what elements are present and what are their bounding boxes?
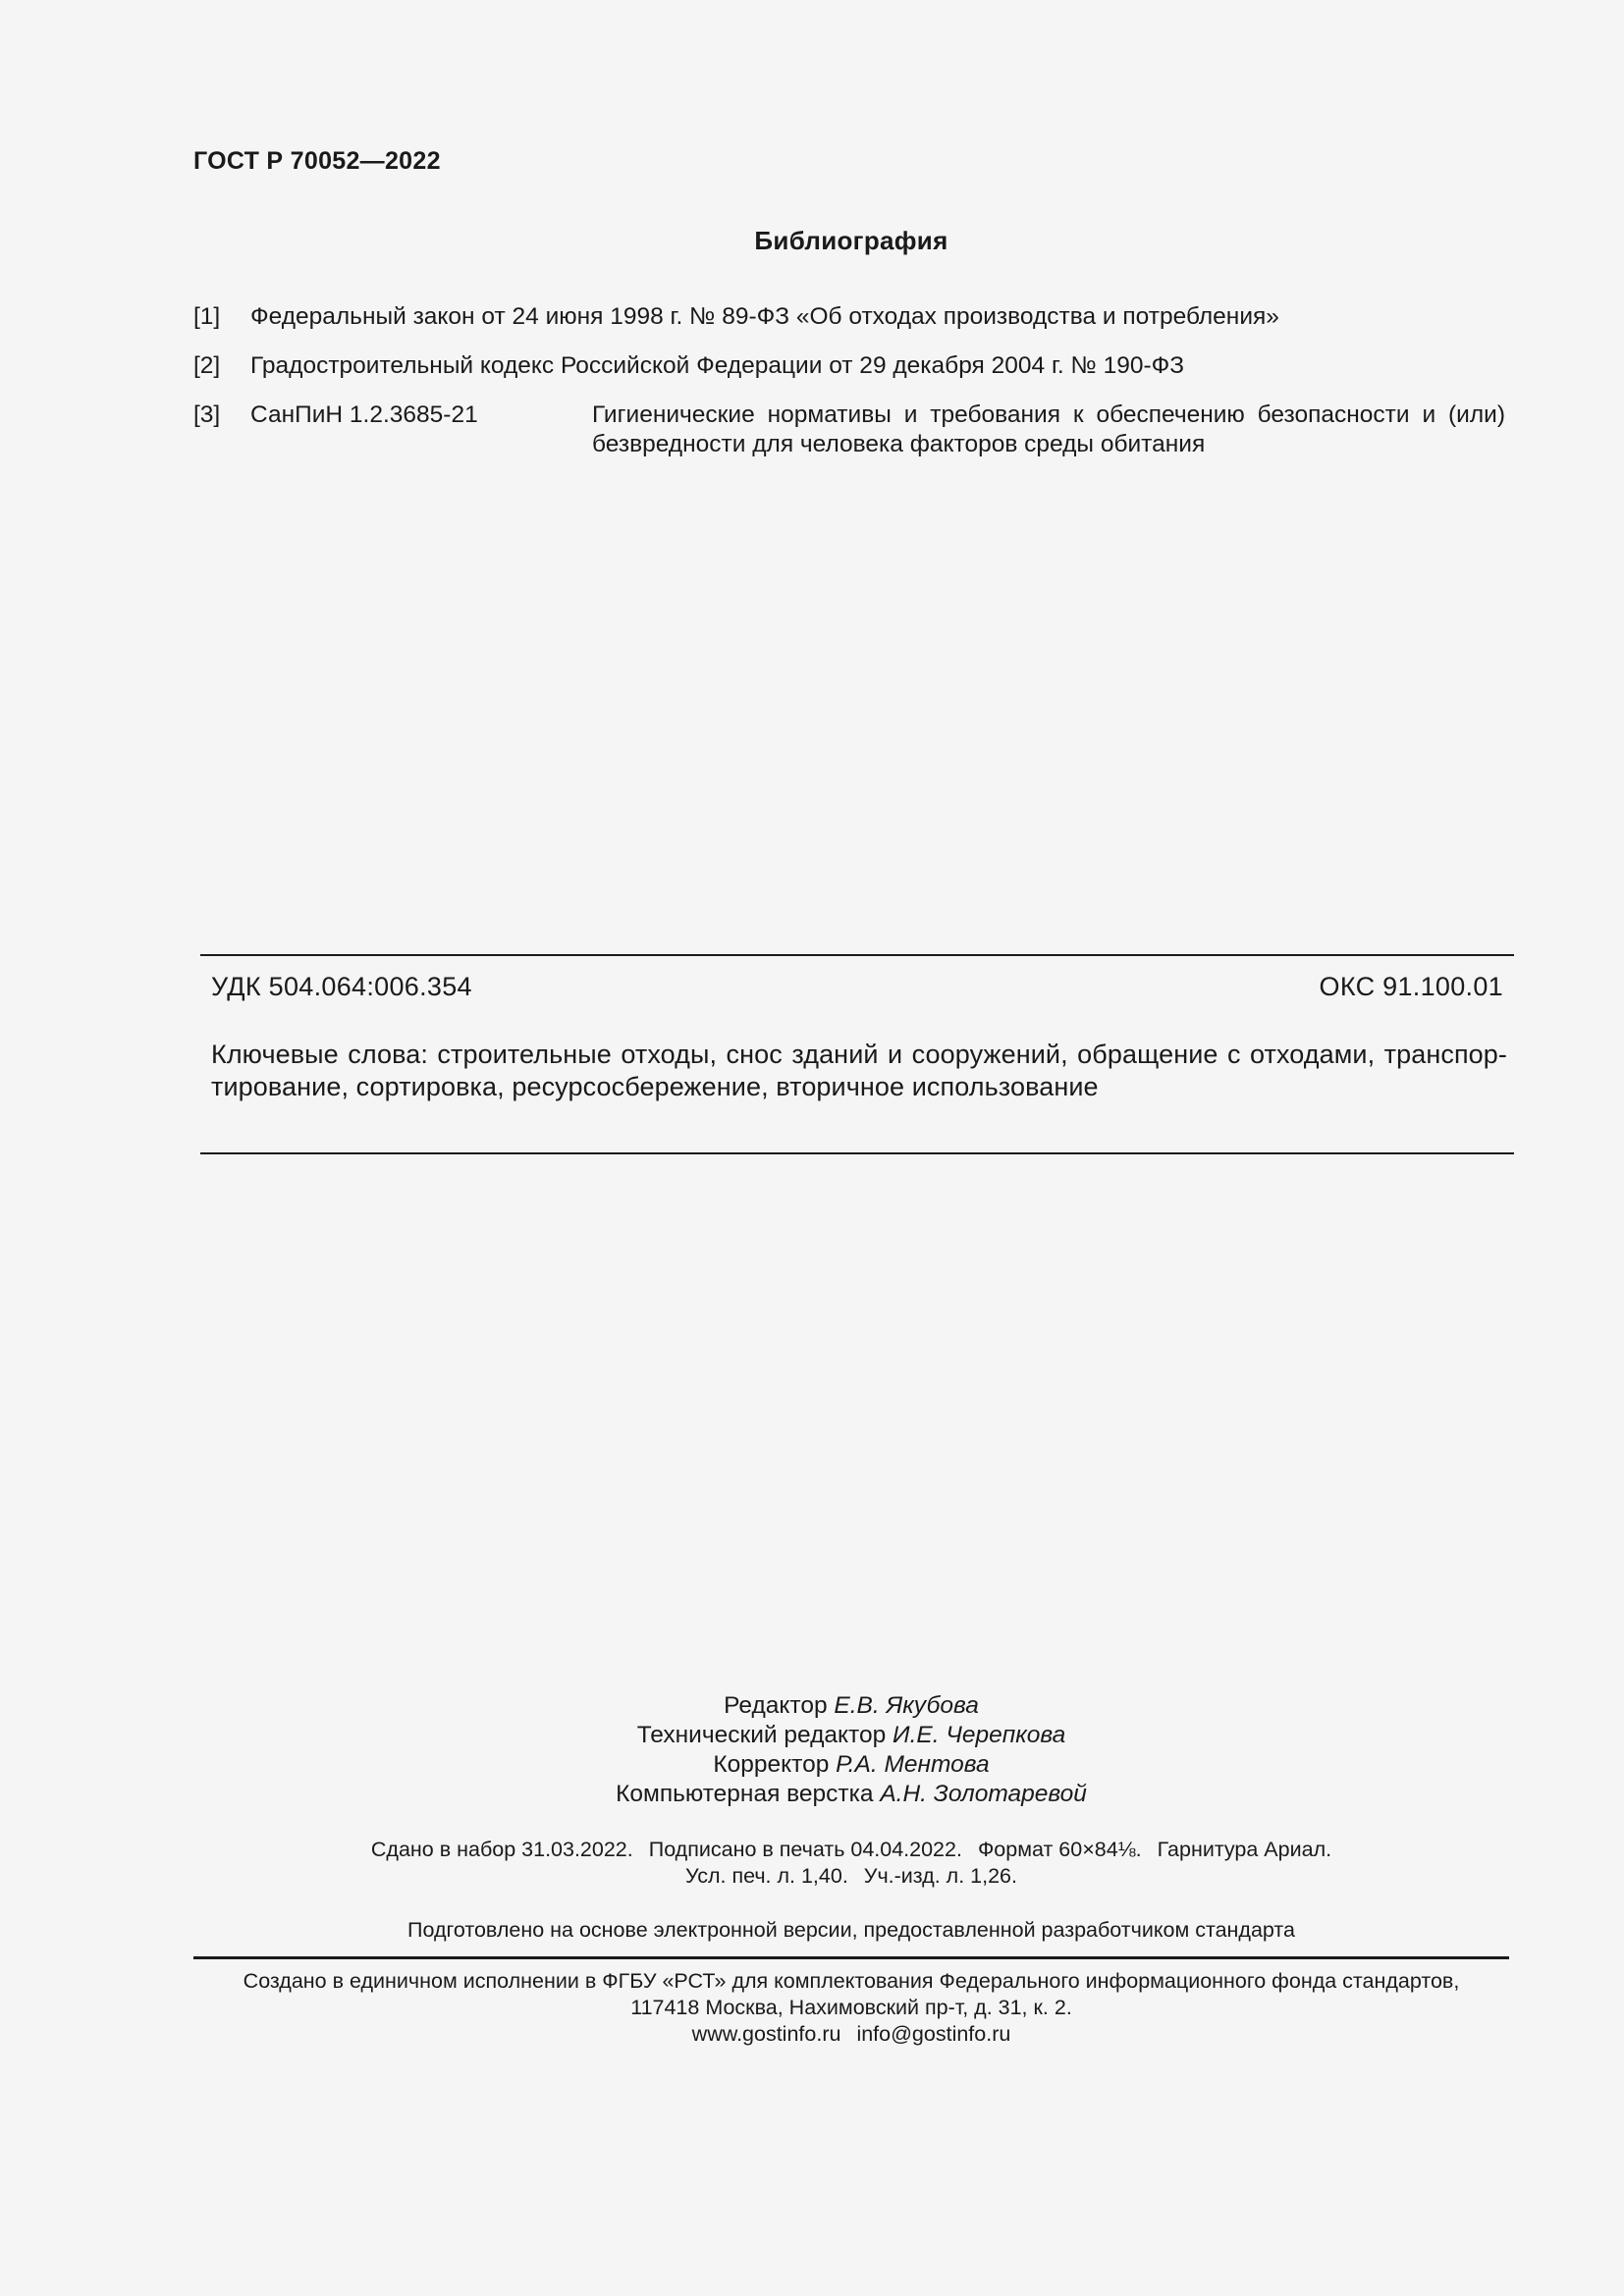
address: 117418 Москва, Нахимовский пр-т, д. 31, к. 2. (630, 1996, 1072, 2019)
footer-rule (193, 1956, 1509, 1959)
bibliography-item-number: [3] (193, 401, 221, 428)
layout-name: А.Н. Золотаревой (880, 1781, 1087, 1807)
editor-name: Е.В. Якубова (834, 1692, 979, 1719)
prepared-note: Подготовлено на основе электронной версии, предоставленной разработчиком стандарта (407, 1918, 1295, 1942)
imprint-line-2 (0, 1863, 1624, 1890)
typeface: Гарнитура Ариал. (1157, 1838, 1332, 1861)
oks-code: ОКС 91.100.01 (1319, 972, 1503, 1001)
tech-editor-line (0, 1721, 1624, 1750)
layout-label: Компьютерная верстка (616, 1781, 874, 1807)
paper-format: Формат 60×84⅛. (977, 1838, 1142, 1861)
credits-block (0, 1691, 1624, 1809)
bibliography-item-description: Гигиенические нормативы и требования к обеспечению безопасности и (или) безвредности для человека факторов среды обитания (592, 401, 1505, 457)
layout-line (0, 1780, 1624, 1809)
bibliography-item-code: СанПиН 1.2.3685-21 (250, 401, 478, 428)
editor-label: Редактор (724, 1692, 828, 1719)
email-link[interactable]: info@gostinfo.ru (856, 2022, 1011, 2046)
bibliography-item-text: Градостроительный кодекс Российской Федерации от 29 декабря 2004 г. № 190-ФЗ (250, 352, 1185, 379)
imprint-line-1 (0, 1837, 1624, 1863)
document-code: ГОСТ Р 70052—2022 (193, 147, 441, 175)
classification-bottom-rule (200, 1152, 1514, 1154)
publisher-sheets: Уч.-изд. л. 1,26. (863, 1864, 1017, 1888)
corrector-line (0, 1750, 1624, 1780)
contacts-line (0, 2021, 1624, 2048)
submitted-date: Сдано в набор 31.03.2022. (370, 1838, 633, 1861)
bibliography-item-number: [2] (193, 352, 221, 379)
tech-editor-label: Технический редактор (636, 1722, 887, 1748)
keywords: Ключевые слова: строительные отходы, снос зданий и сооружений, обращение с отходами, транспор-тирование, сортировка, ресурсосбережение, вторичное использование (211, 1040, 1507, 1101)
created-note: Создано в единичном исполнении в ФГБУ «РСТ» для комплектования Федерального информационного фонда стандартов, (243, 1969, 1460, 1993)
tech-editor-name: И.Е. Черепкова (893, 1722, 1066, 1748)
print-sheets: Усл. печ. л. 1,40. (684, 1864, 848, 1888)
bibliography-item-text: Федеральный закон от 24 июня 1998 г. № 89-ФЗ «Об отходах производства и потребления» (250, 303, 1279, 330)
imprint-print-data (0, 1837, 1624, 1890)
signed-date: Подписано в печать 04.04.2022. (648, 1838, 962, 1861)
creation-note-block (0, 1968, 1624, 2048)
corrector-name: Р.А. Ментова (836, 1751, 990, 1778)
website-link[interactable]: www.gostinfo.ru (691, 2022, 841, 2046)
udk-code: УДК 504.064:006.354 (211, 972, 472, 1001)
bibliography-title: Библиография (754, 226, 948, 255)
bibliography-item-number: [1] (193, 303, 221, 330)
classification-top-rule (200, 954, 1514, 956)
editor-line (0, 1691, 1624, 1721)
corrector-label: Корректор (713, 1751, 830, 1778)
